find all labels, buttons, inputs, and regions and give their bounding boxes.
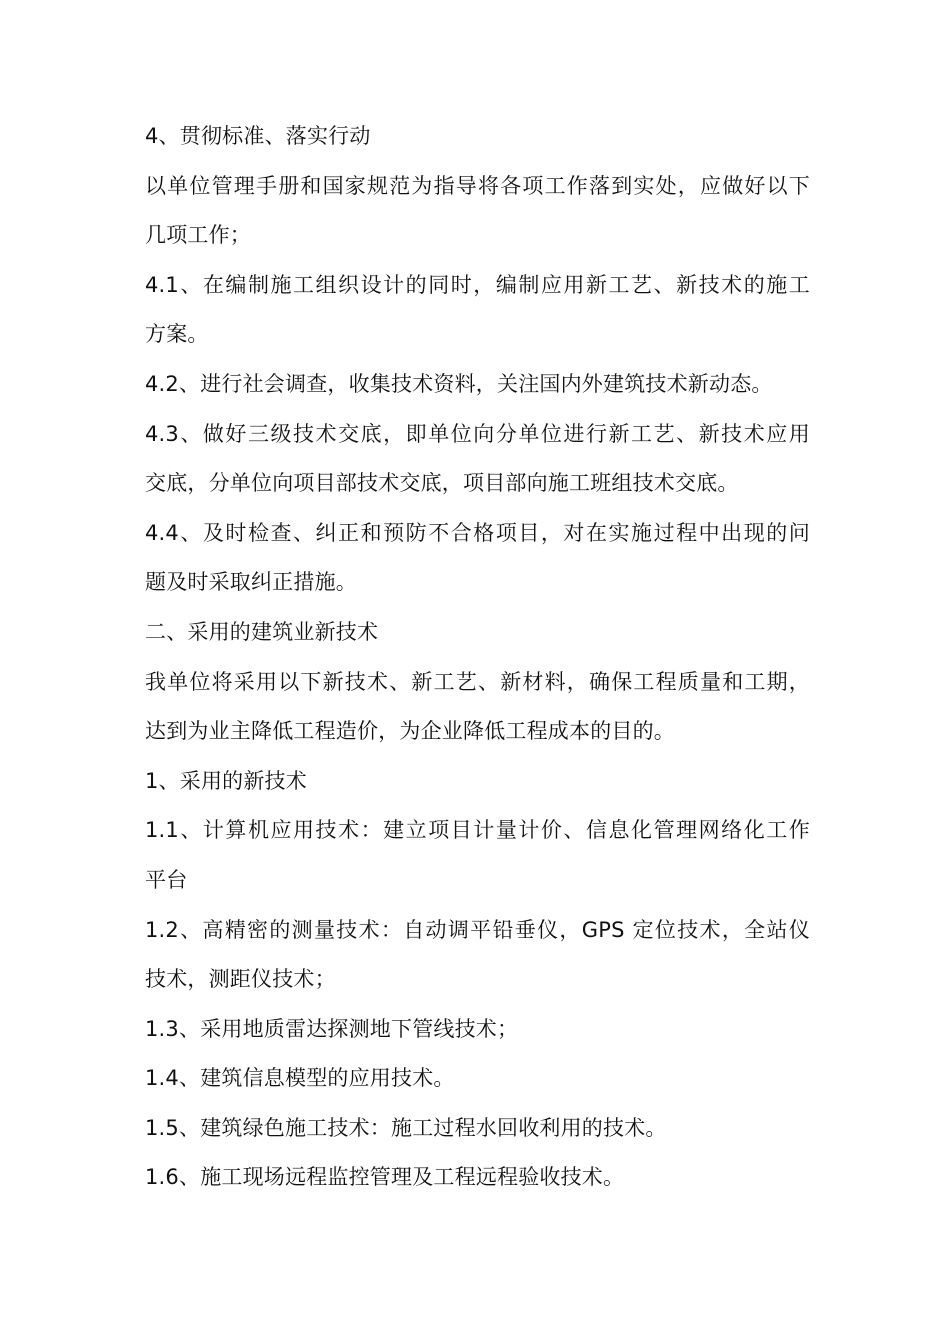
- paragraph-line: 达到为业主降低工程造价，为企业降低工程成本的目的。: [145, 719, 675, 744]
- list-item-1-2: 1.2、高精密的测量技术：自动调平铅垂仪，GPS 定位技术，全站仪: [145, 917, 810, 942]
- paragraph-line: 以单位管理手册和国家规范为指导将各项工作落到实处，应做好以下: [145, 173, 810, 198]
- section-heading-4: 4、贯彻标准、落实行动: [145, 124, 371, 148]
- list-item-1-3: 1.3、采用地质雷达探测地下管线技术；: [145, 1016, 519, 1041]
- paragraph-line: 几项工作；: [145, 223, 251, 248]
- list-item-4-1: 4.1、在编制施工组织设计的同时，编制应用新工艺、新技术的施工: [145, 272, 810, 297]
- list-item-1-1-cont: 平台: [145, 867, 188, 892]
- list-item-4-3: 4.3、做好三级技术交底，即单位向分单位进行新工艺、新技术应用: [145, 421, 810, 446]
- list-item-1-2-cont: 技术，测距仪技术；: [145, 967, 336, 992]
- list-item-4-3-cont: 交底，分单位向项目部技术交底，项目部向施工班组技术交底。: [145, 471, 739, 496]
- list-item-1-6: 1.6、施工现场远程监控管理及工程远程验收技术。: [145, 1165, 625, 1190]
- list-item-4-4: 4.4、及时检查、纠正和预防不合格项目，对在实施过程中出现的问: [145, 520, 810, 545]
- paragraph-line: 我单位将采用以下新技术、新工艺、新材料，确保工程质量和工期，: [145, 669, 810, 694]
- list-item-1-1: 1.1、计算机应用技术：建立项目计量计价、信息化管理网络化工作: [145, 818, 810, 843]
- list-item-4-4-cont: 题及时采取纠正措施。: [145, 570, 357, 595]
- section-heading-2: 二、采用的建筑业新技术: [145, 619, 379, 644]
- subsection-heading-1: 1、采用的新技术: [145, 768, 307, 793]
- list-item-1-4: 1.4、建筑信息模型的应用技术。: [145, 1066, 455, 1091]
- list-item-4-2: 4.2、进行社会调查，收集技术资料，关注国内外建筑技术新动态。: [145, 371, 773, 396]
- list-item-4-1-cont: 方案。: [145, 322, 209, 347]
- document-body: [145, 112, 810, 1203]
- list-item-1-5: 1.5、建筑绿色施工技术：施工过程水回收利用的技术。: [145, 1115, 667, 1140]
